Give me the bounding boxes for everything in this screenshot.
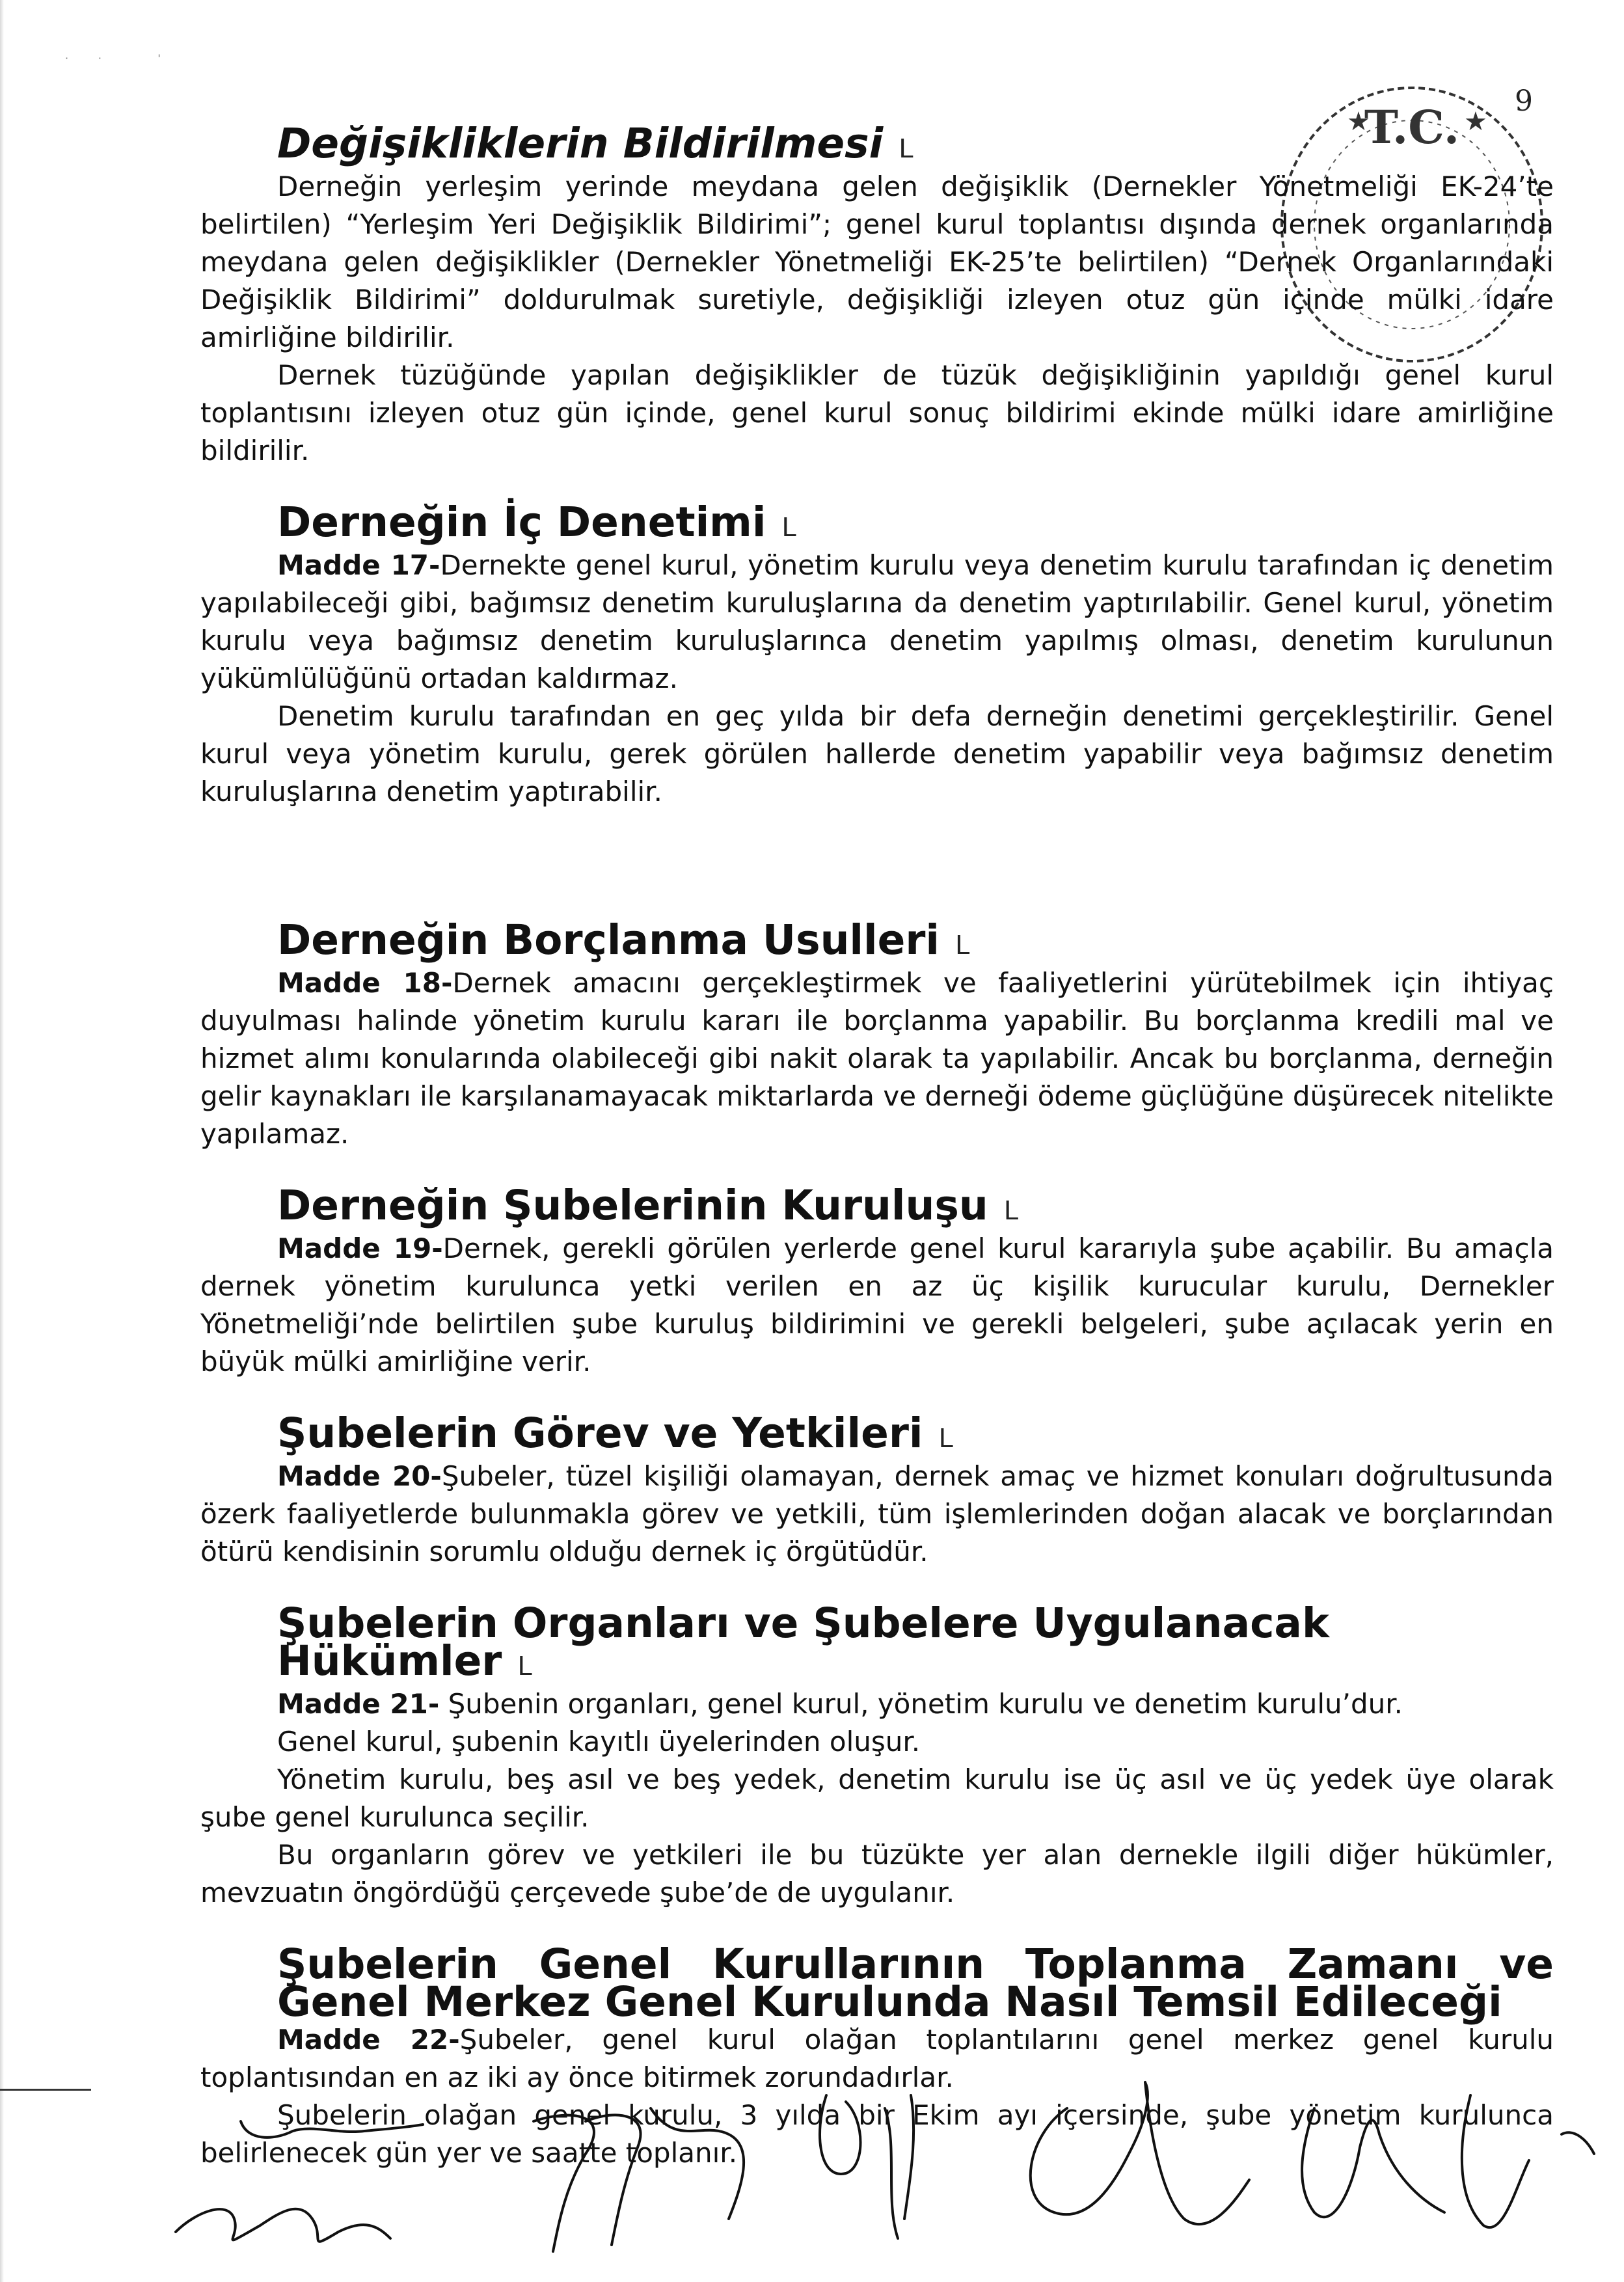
section-heading-borrowing: Derneğin Borçlanma Usulleri ᒪ — [277, 916, 970, 964]
section-heading-notification: Değişikliklerin Bildirilmesi ᒪ — [277, 120, 914, 167]
section-heading-branch-general-assembly: Şubelerin Genel Kurullarının Toplanma Zamanı ve Genel Merkez Genel Kurulunda Nasıl Temsil Edileceği — [277, 1940, 1554, 2026]
signature-2 — [176, 2209, 390, 2242]
paragraph: Genel kurul, şubenin kayıtlı üyelerinden oluşur. — [277, 1726, 921, 1758]
page-number: 9 — [1515, 85, 1533, 118]
paragraph: Dernek tüzüğünde yapılan değişiklikler de tüzük değişikliğinin yapıldığı genel kurul toplantısını izleyen otuz gün içinde, genel kurul sonuç bildirimi ekinde mülki idare amirliğine bildirilir. — [200, 359, 1554, 467]
check-mark-icon: ᒪ — [899, 134, 914, 164]
document-body — [200, 120, 1554, 2172]
scan-specks: · · ' — [65, 52, 161, 64]
section-heading-internal-audit: Derneğin İç Denetimi ᒪ — [277, 498, 796, 546]
paragraph: Şubelerin olağan genel kurulu, 3 yılda bir Ekim ayı içersinde, şube yönetim kurulunca belirlenecek gün yer ve saatte toplanır. — [200, 2099, 1554, 2169]
check-mark-icon: ᒪ — [517, 1651, 532, 1681]
paragraph: Denetim kurulu tarafından en geç yılda bir defa derneğin denetimi gerçekleştirilir. Genel kurul veya yönetim kurulu, gerek görülen hallerde denetim yapabilir veya bağımsız denetim kuruluşlarına denetim yaptırabilir. — [200, 700, 1554, 808]
paragraph: Madde 20-Şubeler, tüzel kişiliği olamayan, dernek amaç ve hizmet konuları doğrultusunda özerk faaliyetlerde bulunmakla görev ve yetkili, tüm işlemlerinden doğan alacak ve borçlarından ötürü kendisinin sorumlu olduğu dernek iç örgütüdür. — [200, 1460, 1554, 1568]
check-mark-icon: ᒪ — [1003, 1196, 1018, 1226]
paragraph: Madde 21- Şubenin organları, genel kurul, yönetim kurulu ve denetim kurulu’dur. — [277, 1688, 1403, 1720]
paragraph: Madde 22-Şubeler, genel kurul olağan toplantılarını genel merkez genel kurulu toplantısından en az iki ay önce bitirmek zorundadırlar. — [200, 2024, 1554, 2093]
section-heading-branch-duties: Şubelerin Görev ve Yetkileri ᒪ — [277, 1409, 953, 1457]
check-mark-icon: ᒪ — [781, 513, 796, 543]
section-heading-branch-establishment: Derneğin Şubelerinin Kuruluşu ᒪ — [277, 1182, 1018, 1229]
svg-text:★: ★ — [1464, 107, 1487, 137]
paragraph: Madde 19-Dernek, gerekli görülen yerlerde genel kurul kararıyla şube açabilir. Bu amaçla dernek yönetim kurulunca yetki verilen en az üç kişilik kurucular kurulu, Dernekler Yönetmeliği’nde belirtilen şube kuruluş bildirimini ve gerekli belgeleri, şube açılacak yerin en büyük mülki amirliğine verir. — [200, 1232, 1554, 1378]
paragraph: Madde 17-Dernekte genel kurul, yönetim kurulu veya denetim kurulu tarafından iç denetim yapılabileceği gibi, bağımsız denetim kuruluşlarına da denetim yaptırılabilir. Genel kurul, yönetim kurulu veya bağımsız denetim kuruluşlarınca denetim yapılmış olması, denetim kurulunun yükümlülüğünü ortadan kaldırmaz. — [200, 549, 1554, 694]
check-mark-icon: ᒪ — [938, 1424, 953, 1454]
paragraph: Madde 18-Dernek amacını gerçekleştirmek ve faaliyetlerini yürütebilmek için ihtiyaç duyulması halinde yönetim kurulu kararı ile borçlanma yapabilir. Bu borçlanma kredili mal ve hizmet alımı konularında olabileceği gibi nakit olarak ta yapılabilir. Ancak bu borçlanma, derneğin gelir kaynakları ile karşılanamayacak miktarlarda ve derneği ödeme güçlüğüne düşürecek nitelikte yapılamaz. — [200, 967, 1554, 1150]
check-mark-icon: ᒪ — [955, 930, 970, 960]
margin-line — [0, 2089, 91, 2091]
scan-left-edge — [0, 0, 4, 2282]
paragraph: Derneğin yerleşim yerinde meydana gelen değişiklik (Dernekler Yönetmeliği EK-24’te belirtilen) “Yerleşim Yeri Değişiklik Bildirimi”; genel kurul toplantısı dışında dernek organlarında meydana gelen değişiklikler (Dernekler Yönetmeliği EK-25’te belirtilen) “Dernek Organlarındaki Değişiklik Bildirimi” doldurulmak suretiyle, değişikliği izleyen otuz gün içinde mülki idare amirliğine bildirilir. — [200, 170, 1554, 353]
paragraph: Yönetim kurulu, beş asıl ve beş yedek, denetim kurulu ise üç asıl ve üç yedek üye olarak şube genel kurulunca seçilir. — [200, 1763, 1554, 1833]
svg-text:★: ★ — [1347, 107, 1370, 137]
section-heading-branch-organs: Şubelerin Organları ve Şubelere Uygulanacak Hükümler ᒪ — [277, 1599, 1329, 1685]
paragraph: Bu organların görev ve yetkileri ile bu tüzükte yer alan dernekle ilgili diğer hükümler, mevzuatın öngördüğü çerçevede şube’de de uygulanır. — [200, 1839, 1554, 1908]
stamp-text: T.C. — [1364, 100, 1460, 154]
